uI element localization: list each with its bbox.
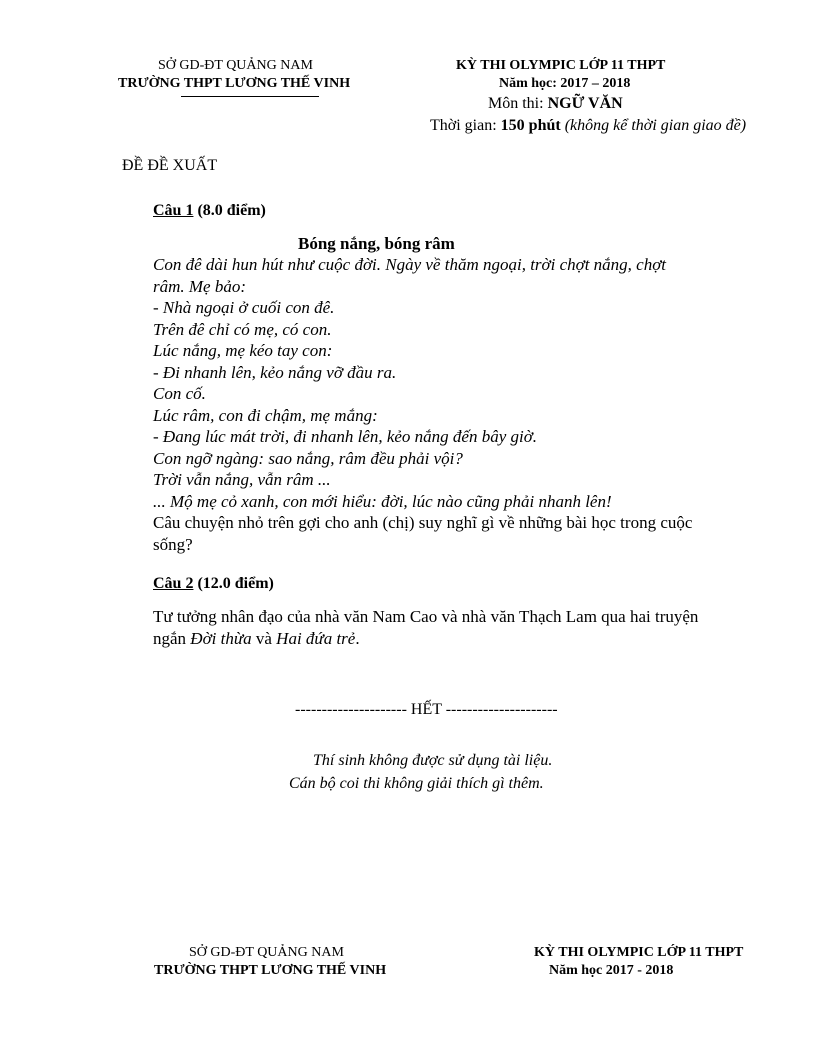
story-line: ... Mộ mẹ cỏ xanh, con mới hiểu: đời, lúc nào cũng phải nhanh lên!: [153, 491, 612, 511]
q2-connector: và: [251, 628, 277, 648]
q1-heading: [153, 201, 266, 220]
q2-work-1: Đời thừa: [190, 628, 252, 648]
q1-points: (8.0 điểm): [197, 202, 266, 219]
time-label: Thời gian:: [430, 117, 497, 134]
end-marker: --------------------- HẾT ---------------------: [295, 701, 558, 718]
doc-type: ĐỀ ĐỀ XUẤT: [122, 157, 218, 174]
header-divider: [181, 96, 319, 97]
story-line: Con ngỡ ngàng: sao nắng, râm đều phải vội?: [153, 448, 463, 468]
q2-work-2: Hai đứa trẻ: [276, 628, 356, 648]
note-1: Thí sinh không được sử dụng tài liệu.: [313, 752, 553, 769]
story-line: Con đê dài hun hút như cuộc đời. Ngày về thăm ngoại, trời chợt nắng, chợt: [153, 255, 667, 274]
story-line: Lúc nắng, mẹ kéo tay con:: [153, 341, 333, 360]
story-line: - Đang lúc mát trời, đi nhanh lên, kẻo nắng đến bây giờ.: [153, 427, 538, 446]
q2-points: (12.0 điểm): [197, 575, 274, 592]
time-value: 150 phút: [500, 117, 561, 134]
subject-value: NGỮ VĂN: [547, 95, 623, 112]
story-title: Bóng nắng, bóng râm: [298, 234, 455, 253]
footer-dept: SỞ GD-ĐT QUẢNG NAM: [189, 945, 344, 960]
header-year: Năm học: 2017 – 2018: [499, 76, 631, 91]
footer-exam: KỲ THI OLYMPIC LỚP 11 THPT: [534, 945, 744, 960]
header-time-line: [430, 116, 746, 135]
header-exam: KỲ THI OLYMPIC LỚP 11 THPT: [456, 58, 666, 73]
story-line: Con cố.: [153, 384, 206, 403]
q2-label: Câu 2: [153, 575, 194, 592]
q1-label: Câu 1: [153, 202, 194, 219]
story-line: Trời vẫn nắng, vẫn râm ...: [153, 470, 331, 489]
story-text: [153, 254, 728, 512]
story-line: râm. Mẹ bảo:: [153, 276, 247, 296]
q2-prompt-end: .: [355, 628, 360, 648]
q2-prompt-start: Tư tưởng nhân đạo của nhà văn Nam Cao và nhà văn Thạch Lam qua hai truyện ngắn: [153, 607, 699, 648]
q1-prompt: Câu chuyện nhỏ trên gợi cho anh (chị) suy nghĩ gì về những bài học trong cuộc sống?: [153, 513, 693, 554]
story-line: Lúc râm, con đi chậm, mẹ mắng:: [153, 405, 378, 425]
q2-heading: [153, 574, 274, 593]
footer-school: TRƯỜNG THPT LƯƠNG THẾ VINH: [154, 963, 387, 978]
story-line: Trên đê chỉ có mẹ, có con.: [153, 319, 332, 339]
q2-prompt: [153, 606, 728, 649]
story-line: - Nhà ngoại ở cuối con đê.: [153, 298, 335, 317]
time-note: (không kể thời gian giao đề): [564, 117, 747, 134]
header-subject-line: [488, 94, 623, 113]
header-dept: SỞ GD-ĐT QUẢNG NAM: [158, 58, 313, 73]
footer-year: Năm học 2017 - 2018: [549, 963, 674, 978]
header-school: TRƯỜNG THPT LƯƠNG THẾ VINH: [118, 76, 351, 91]
note-2: Cán bộ coi thi không giải thích gì thêm.: [289, 775, 544, 792]
subject-label: Môn thi:: [488, 95, 544, 112]
story-line: - Đi nhanh lên, kẻo nắng vỡ đầu ra.: [153, 362, 397, 382]
